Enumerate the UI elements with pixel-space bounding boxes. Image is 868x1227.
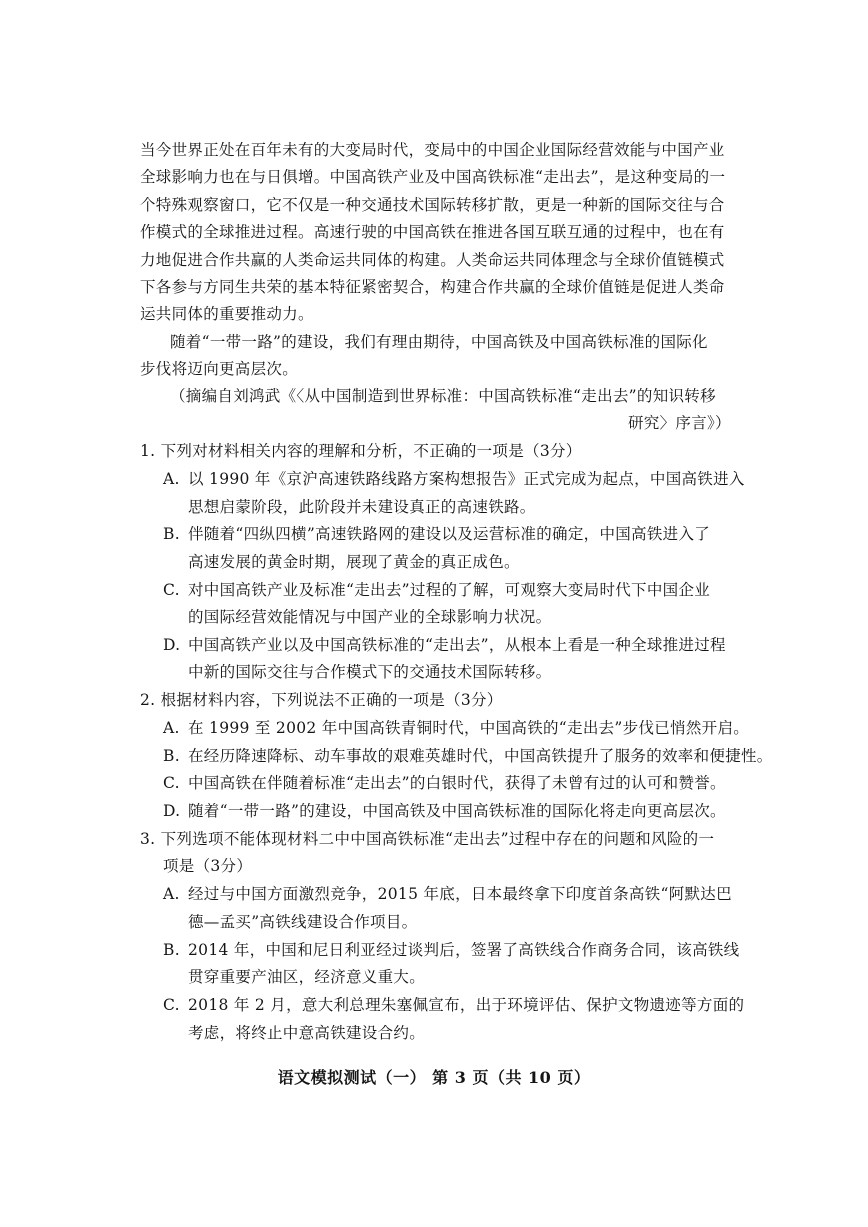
option-text: 的国际经营效能情况与中国产业的全球影响力状况。 — [188, 608, 552, 626]
question-stem: 项是（3分） — [163, 857, 253, 875]
option-label: B. — [163, 941, 180, 959]
question-stem: 1. 下列对材料相关内容的理解和分析，不正确的一项是（3分） — [140, 442, 582, 460]
option-text: 高速发展的黄金时期，展现了黄金的真正成色。 — [188, 553, 520, 571]
option-text: 贯穿重要产油区，经济意义重大。 — [188, 968, 426, 986]
passage-line: 步伐将迈向更高层次。 — [140, 360, 299, 378]
option-line — [163, 579, 710, 601]
option-label: D. — [163, 802, 181, 820]
option-label: A. — [163, 885, 180, 903]
option-label: C. — [163, 581, 180, 599]
option-line — [163, 772, 726, 794]
option-label: A. — [163, 470, 180, 488]
option-text: 考虑，将终止中意高铁建设合约。 — [188, 1024, 426, 1042]
option-line — [163, 745, 773, 767]
passage-line: 作模式的全球推进过程。高速行驶的中国高铁在推进各国互联互通的过程中，也在有 — [140, 223, 725, 241]
option-text: 对中国高铁产业及标准“走出去”过程的了解，可观察大变局时代下中国企业 — [188, 581, 711, 599]
option-line — [163, 468, 745, 490]
option-text: 中国高铁在伴随着标准“走出去”的白银时代，获得了未曾有过的认可和赞誉。 — [188, 774, 726, 792]
passage-line: 下各参与方同生共荣的基本特征紧密契合，构建合作共赢的全球价值链是促进人类命 — [140, 278, 725, 296]
option-line — [163, 939, 739, 961]
option-line — [163, 717, 749, 739]
option-label: D. — [163, 636, 181, 654]
passage-line: 个特殊观察窗口，它不仅是一种交通技术国际转移扩散，更是一种新的国际交往与合 — [140, 196, 725, 214]
source-citation: 研究〉序言》） — [628, 414, 731, 432]
option-line — [163, 800, 726, 822]
option-label: A. — [163, 719, 180, 737]
option-label: B. — [163, 747, 180, 765]
option-text: 随着“一带一路”的建设，中国高铁及中国高铁标准的国际化将走向更高层次。 — [188, 802, 726, 820]
option-text: 在 1999 至 2002 年中国高铁青铜时代，中国高铁的“走出去”步伐已悄然开启。 — [188, 719, 750, 737]
passage-line: 运共同体的重要推动力。 — [140, 305, 314, 323]
passage-line: 随着“一带一路”的建设，我们有理由期待，中国高铁及中国高铁标准的国际化 — [170, 333, 708, 351]
option-line — [163, 883, 732, 905]
option-label: C. — [163, 996, 180, 1014]
option-text: 中国高铁产业以及中国高铁标准的“走出去”，从根本上看是一种全球推进过程 — [188, 636, 726, 654]
option-text: 经过与中国方面激烈竞争，2015 年底，日本最终拿下印度首条高铁“阿默达巴 — [188, 885, 732, 903]
option-line — [163, 994, 744, 1016]
option-line — [163, 634, 726, 656]
option-text: 2014 年，中国和尼日利亚经过谈判后，签署了高铁线合作商务合同，该高铁线 — [188, 941, 740, 959]
passage-line: 当今世界正处在百年未有的大变局时代，变局中的中国企业国际经营效能与中国产业 — [140, 141, 725, 159]
page-footer: 语文模拟测试（一） 第 3 页（共 10 页） — [277, 1068, 591, 1087]
option-text: 思想启蒙阶段，此阶段并未建设真正的高速铁路。 — [188, 498, 536, 516]
option-text: 在经历降速降标、动车事故的艰难英雄时代，中国高铁提升了服务的效率和便捷性。 — [188, 747, 773, 765]
question-stem: 2. 根据材料内容，下列说法不正确的一项是（3分） — [140, 691, 503, 709]
passage-line: 力地促进合作共赢的人类命运共同体的构建。人类命运共同体理念与全球价值链模式 — [140, 251, 725, 269]
passage-line: 全球影响力也在与日俱增。中国高铁产业及中国高铁标准“走出去”，是这种变局的一 — [140, 168, 726, 186]
option-label: B. — [163, 525, 180, 543]
option-label: C. — [163, 774, 180, 792]
option-text: 德—孟买”高铁线建设合作项目。 — [188, 913, 418, 931]
option-line — [163, 523, 710, 545]
option-text: 2018 年 2 月，意大利总理朱塞佩宣布，出于环境评估、保护文物遗迹等方面的 — [188, 996, 745, 1014]
question-stem: 3. 下列选项不能体现材料二中中国高铁标准“走出去”过程中存在的问题和风险的一 — [140, 830, 715, 848]
option-text: 伴随着“四纵四横”高速铁路网的建设以及运营标准的确定，中国高铁进入了 — [188, 525, 711, 543]
option-text: 中新的国际交往与合作模式下的交通技术国际转移。 — [188, 663, 552, 681]
source-citation: （摘编自刘鸿武《〈从中国制造到世界标准：中国高铁标准“走出去”的知识转移 — [170, 387, 716, 405]
option-text: 以 1990 年《京沪高速铁路线路方案构想报告》正式完成为起点，中国高铁进入 — [188, 470, 745, 488]
